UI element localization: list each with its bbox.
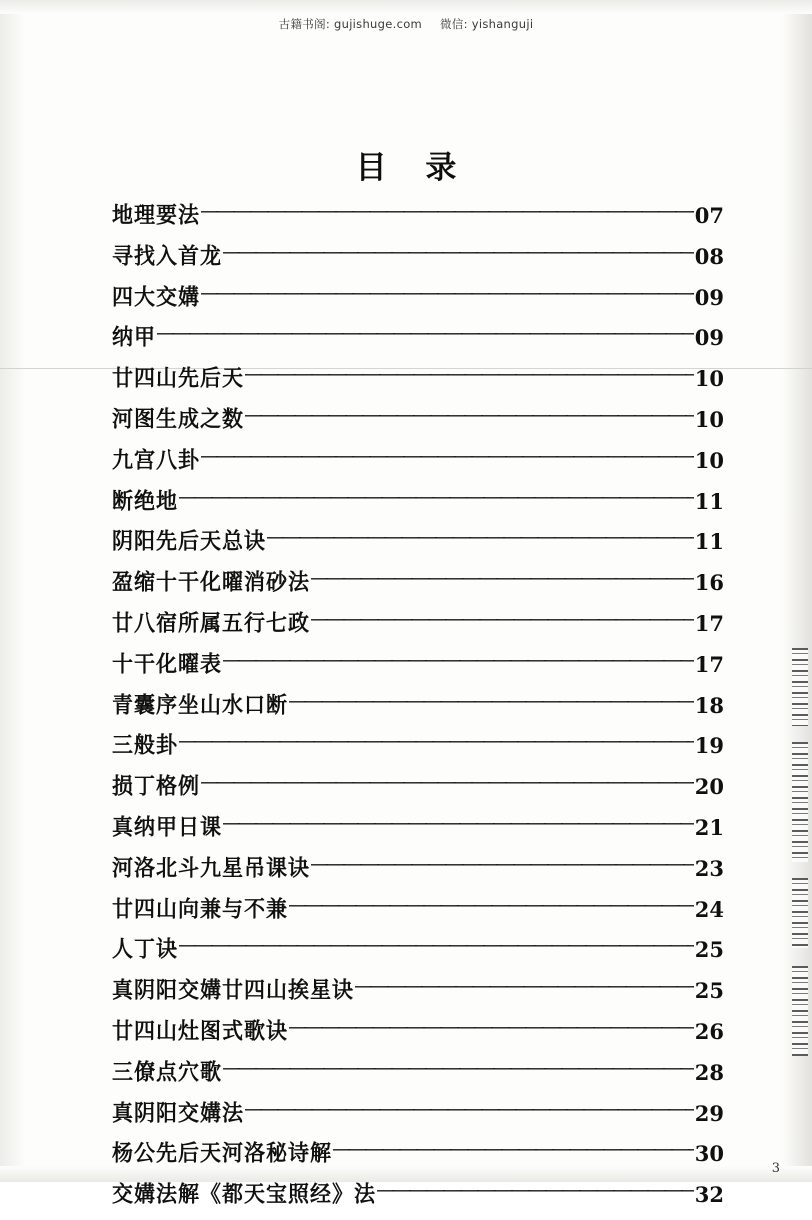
toc-entry[interactable] xyxy=(112,853,724,894)
toc-leader-dashes xyxy=(223,248,694,264)
toc-leader-dashes xyxy=(267,533,694,549)
toc-leader-dashes xyxy=(201,207,694,223)
toc-leader-dashes xyxy=(289,697,694,713)
toc-leader-dashes xyxy=(201,289,694,305)
toc-entry[interactable] xyxy=(112,526,724,567)
toc-leader-dashes xyxy=(223,656,694,672)
toc-entry-label: 地理要法 xyxy=(112,201,200,228)
toc-entry-label: 廿八宿所属五行七政 xyxy=(112,609,310,636)
toc-entry[interactable] xyxy=(112,200,724,241)
toc-entry-page: 32 xyxy=(694,1182,724,1208)
toc-leader-dashes xyxy=(223,1064,694,1080)
toc-entry[interactable] xyxy=(112,567,724,608)
toc-entry-label: 三僚点穴歌 xyxy=(112,1058,222,1085)
page-edge-shadow-top xyxy=(0,0,812,14)
toc-entry[interactable] xyxy=(112,771,724,812)
scan-artifact-bar xyxy=(792,966,808,1056)
toc-entry-page: 26 xyxy=(694,1018,724,1044)
scan-artifact-bar xyxy=(792,742,808,862)
toc-entry[interactable] xyxy=(112,445,724,486)
toc-entry-label: 四大交媾 xyxy=(112,282,200,310)
toc-entry-label: 十干化曜表 xyxy=(112,650,222,677)
scan-artifact-bar xyxy=(792,878,808,948)
toc-leader-dashes xyxy=(245,1105,694,1121)
watermark-wechat: 微信: yishanguji xyxy=(439,17,534,31)
toc-entry-page: 17 xyxy=(694,610,724,636)
toc-entry[interactable] xyxy=(112,690,724,731)
toc-entry[interactable] xyxy=(112,934,724,975)
toc-entry-page: 09 xyxy=(694,284,724,310)
toc-entry[interactable] xyxy=(112,812,724,853)
toc-leader-dashes xyxy=(311,615,694,631)
toc-leader-dashes xyxy=(289,901,694,917)
toc-leader-dashes xyxy=(377,1186,694,1202)
scan-artifact-bar xyxy=(792,648,808,726)
toc-entry[interactable] xyxy=(112,975,724,1016)
toc-entry-label: 交媾法解《都天宝照经》法 xyxy=(112,1180,376,1208)
toc-entry-page: 11 xyxy=(694,529,724,555)
toc-entry-label: 阴阳先后天总诀 xyxy=(112,527,266,555)
toc-entry[interactable] xyxy=(112,486,724,527)
toc-leader-dashes xyxy=(201,452,694,468)
watermark xyxy=(0,16,812,32)
toc-entry-page: 18 xyxy=(694,692,724,718)
toc-entry-page: 10 xyxy=(694,447,724,473)
toc-entry-page: 25 xyxy=(694,978,724,1004)
toc-leader-dashes xyxy=(289,1023,694,1039)
toc-entry[interactable] xyxy=(112,730,724,771)
toc-entry[interactable] xyxy=(112,608,724,649)
toc-entry[interactable] xyxy=(112,649,724,690)
toc-entry-page: 10 xyxy=(694,406,724,432)
toc-entry[interactable] xyxy=(112,1057,724,1098)
toc-leader-dashes xyxy=(245,411,694,427)
toc-entry-page: 17 xyxy=(694,651,724,677)
page-title: 目 录 xyxy=(355,150,471,186)
toc-entry[interactable] xyxy=(112,241,724,282)
toc-entry-page: 10 xyxy=(694,366,724,392)
toc-entry-page: 30 xyxy=(694,1141,724,1167)
toc-entry[interactable] xyxy=(112,894,724,935)
toc-entry-label: 真阴阳交媾廿四山挨星诀 xyxy=(112,976,354,1004)
toc-leader-dashes xyxy=(355,982,694,998)
toc-leader-dashes xyxy=(311,860,694,876)
toc-entry-label: 寻找入首龙 xyxy=(112,242,222,269)
toc-entry-page: 29 xyxy=(694,1100,724,1126)
toc-entry-label: 廿四山向兼与不兼 xyxy=(112,894,288,922)
toc-leader-dashes xyxy=(179,493,694,509)
toc-entry[interactable] xyxy=(112,1179,724,1220)
toc-leader-dashes xyxy=(333,1145,694,1161)
table-of-contents xyxy=(112,200,724,1220)
toc-leader-dashes xyxy=(245,370,694,386)
toc-entry-label: 断绝地 xyxy=(112,486,178,514)
toc-entry-page: 09 xyxy=(694,325,724,351)
toc-entry-label: 河图生成之数 xyxy=(112,405,244,432)
toc-entry[interactable] xyxy=(112,404,724,445)
toc-entry-page: 24 xyxy=(694,896,724,922)
toc-entry[interactable] xyxy=(112,282,724,323)
toc-entry-page: 11 xyxy=(694,488,724,514)
toc-entry-label: 人丁诀 xyxy=(112,935,178,963)
toc-leader-dashes xyxy=(157,329,694,345)
watermark-site: 古籍书阁: gujishuge.com xyxy=(278,17,423,31)
toc-leader-dashes xyxy=(179,737,694,753)
toc-entry-page: 19 xyxy=(694,733,724,759)
toc-entry-page: 07 xyxy=(694,203,724,228)
toc-leader-dashes xyxy=(223,819,694,835)
toc-entry[interactable] xyxy=(112,1138,724,1179)
toc-entry-page: 08 xyxy=(694,243,724,269)
toc-entry-page: 28 xyxy=(694,1059,724,1085)
toc-entry-label: 盈缩十干化曜消砂法 xyxy=(112,568,310,596)
toc-entry-label: 杨公先后天河洛秘诗解 xyxy=(112,1139,332,1167)
toc-leader-dashes xyxy=(179,941,694,957)
toc-entry-page: 21 xyxy=(694,814,724,840)
toc-leader-dashes xyxy=(311,574,694,590)
toc-entry[interactable] xyxy=(112,1098,724,1139)
toc-entry-label: 青囊序坐山水口断 xyxy=(112,690,288,718)
toc-entry[interactable] xyxy=(112,1016,724,1057)
toc-entry-label: 真阴阳交媾法 xyxy=(112,1098,244,1126)
toc-entry-label: 真纳甲日课 xyxy=(112,813,222,840)
toc-entry-label: 九宫八卦 xyxy=(112,446,200,473)
toc-entry-page: 25 xyxy=(694,937,724,963)
toc-entry-page: 16 xyxy=(694,570,724,596)
toc-entry-label: 河洛北斗九星吊课诀 xyxy=(112,854,310,881)
toc-leader-dashes xyxy=(201,778,694,794)
toc-entry-label: 廿四山灶图式歌诀 xyxy=(112,1017,288,1044)
toc-entry-label: 三般卦 xyxy=(112,731,178,759)
toc-entry[interactable] xyxy=(112,363,724,404)
toc-entry-page: 20 xyxy=(694,774,724,800)
toc-entry-label: 廿四山先后天 xyxy=(112,364,244,392)
toc-entry-label: 纳甲 xyxy=(112,323,156,351)
toc-entry-label: 损丁格例 xyxy=(112,772,200,800)
toc-entry[interactable] xyxy=(112,322,724,363)
toc-entry-page: 23 xyxy=(694,855,724,881)
page-number: 3 xyxy=(771,1161,780,1176)
